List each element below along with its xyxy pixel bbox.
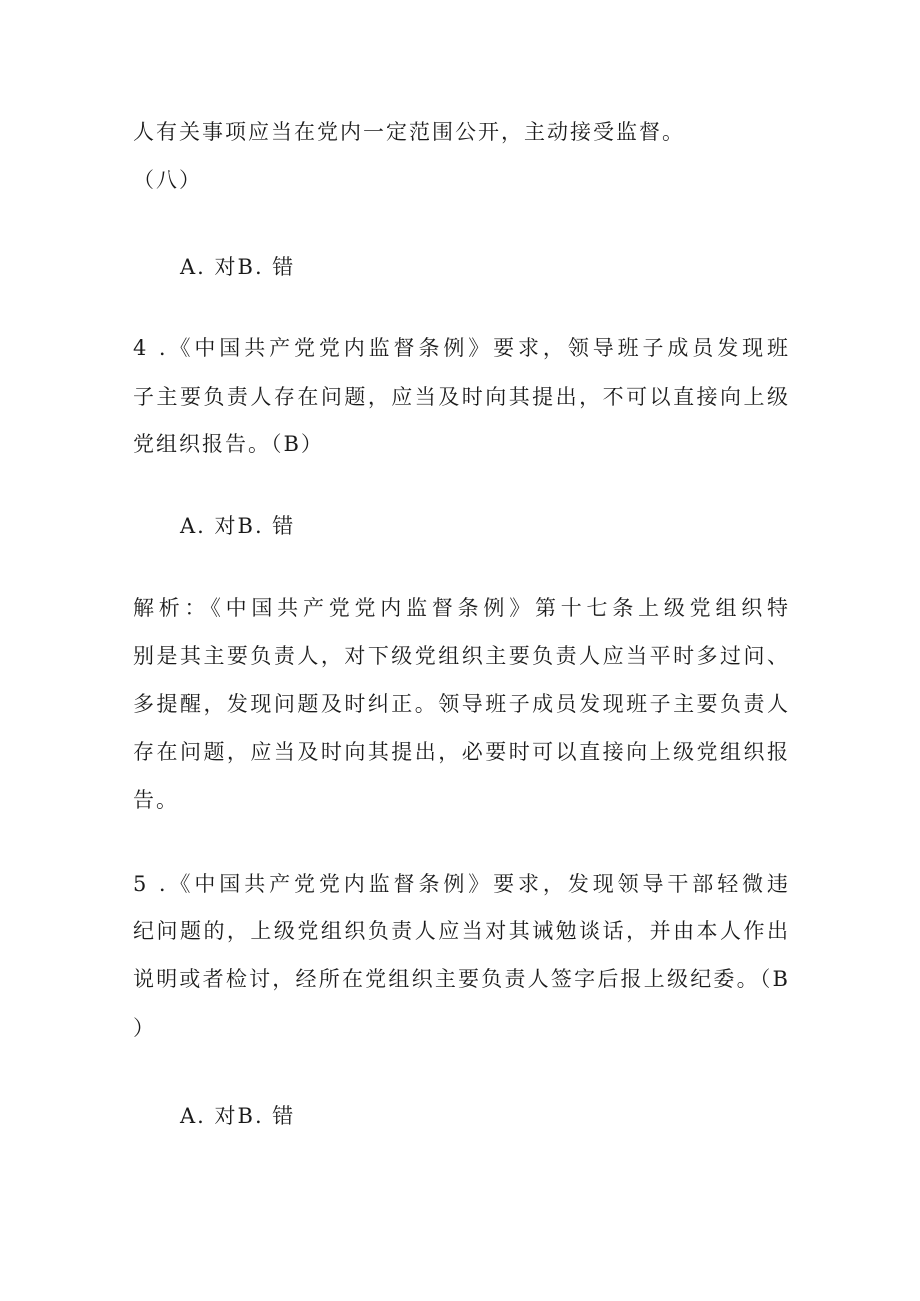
explanation-line: 多提醒，发现问题及时纠正。领导班子成员发现班子主要负责人 <box>133 692 790 716</box>
question-4-line: 党组织报告。（B） <box>133 432 324 456</box>
question-4-line: 子主要负责人存在问题，应当及时向其提出，不可以直接向上级 <box>133 385 790 409</box>
question-4-line: 4 .《中国共产党党内监督条例》要求，领导班子成员发现班 <box>133 336 790 360</box>
question-5-line: 说明或者检讨，经所在党组织主要负责人签字后报上级纪委。（B <box>133 967 790 991</box>
answer-options: A. 对B. 错 <box>180 514 296 538</box>
answer-options: A. 对B. 错 <box>180 255 296 279</box>
explanation-line: 存在问题，应当及时向其提出，必要时可以直接向上级党组织报 <box>133 740 790 764</box>
explanation-line: 告。 <box>133 788 179 812</box>
question-5-line: 5 .《中国共产党党内监督条例》要求，发现领导干部轻微违 <box>133 872 790 896</box>
text-line: 人有关事项应当在党内一定范围公开，主动接受监督。 <box>133 120 685 144</box>
explanation-line: 别是其主要负责人，对下级党组织主要负责人应当平时多过问、 <box>133 644 790 668</box>
section-marker: （八） <box>133 168 202 192</box>
question-5-line: ） <box>133 1016 156 1040</box>
question-5-line: 纪问题的，上级党组织负责人应当对其诫勉谈话，并由本人作出 <box>133 919 790 943</box>
explanation-line: 解析：《中国共产党党内监督条例》第十七条上级党组织特 <box>133 596 790 620</box>
answer-options: A. 对B. 错 <box>180 1104 296 1128</box>
